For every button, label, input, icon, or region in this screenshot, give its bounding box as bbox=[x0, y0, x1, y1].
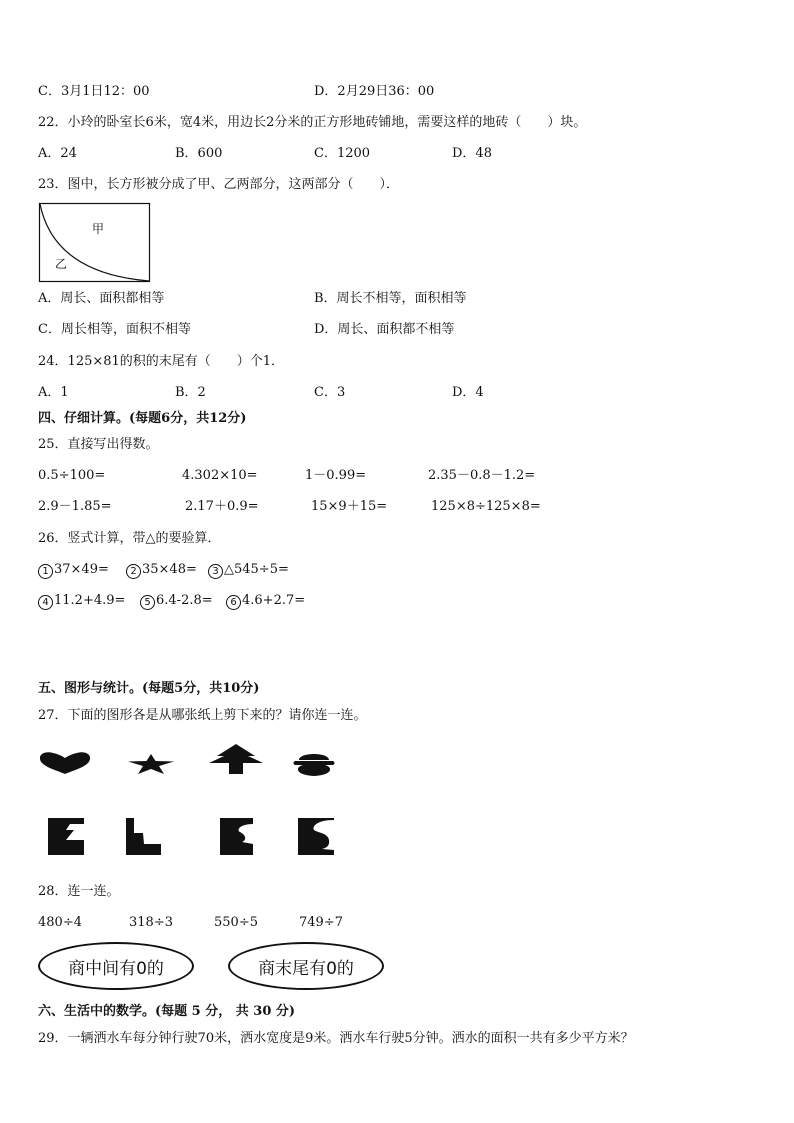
q22-option-d: D．48 bbox=[452, 146, 492, 161]
oval-end-zero-label: 商末尾有0的 bbox=[258, 958, 354, 979]
section-6-title: 六、生活中的数学。(每题 5 分， 共 30 分) bbox=[38, 1004, 296, 1019]
circled-number: 3 bbox=[208, 564, 223, 579]
q26-item bbox=[38, 592, 140, 610]
circled-number: 1 bbox=[38, 564, 53, 579]
q26-row-1 bbox=[38, 561, 289, 579]
star-shape-icon bbox=[127, 754, 175, 774]
q23-option-b: B．周长不相等，面积相等 bbox=[314, 291, 467, 306]
q25-expr: 2.35－0.8－1.2= bbox=[428, 468, 536, 483]
q22-option-b: B．600 bbox=[175, 146, 223, 161]
paper-shape-2-icon bbox=[126, 818, 161, 855]
q26-expr: 35×48= bbox=[142, 562, 197, 577]
q24-option-c: C．3 bbox=[314, 385, 346, 400]
q23-question: 23．图中，长方形被分成了甲、乙两部分，这两部分（ ）． bbox=[38, 177, 400, 192]
q28-expr: 318÷3 bbox=[129, 915, 173, 930]
q23-option-a: A．周长、面积都相等 bbox=[38, 291, 165, 306]
q22-option-c: C．1200 bbox=[314, 146, 371, 161]
q25-expr: 125×8÷125×8= bbox=[431, 499, 541, 514]
oval-middle-zero-label: 商中间有0的 bbox=[68, 958, 164, 979]
q23-option-c: C．周长相等，面积不相等 bbox=[38, 322, 191, 337]
q26-expr: 4.6+2.7= bbox=[242, 593, 306, 608]
q29-question: 29．一辆洒水车每分钟行驶70米，洒水宽度是9米。洒水车行驶5分钟。洒水的面积一共有多少平方米？ bbox=[38, 1031, 634, 1046]
q26-item bbox=[208, 561, 289, 579]
q21-option-d: D．2月29日36：00 bbox=[314, 84, 435, 99]
circled-number: 6 bbox=[226, 595, 241, 610]
circled-number: 5 bbox=[140, 595, 155, 610]
paper-shape-3-icon bbox=[220, 818, 253, 855]
q26-expr: 11.2+4.9= bbox=[54, 593, 126, 608]
q25-expr: 2.17＋0.9= bbox=[185, 499, 259, 514]
q26-question: 26．竖式计算，带△的要验算． bbox=[38, 531, 221, 546]
paper-shape-4-icon bbox=[298, 818, 334, 855]
q26-item bbox=[140, 592, 226, 610]
q26-item bbox=[226, 592, 305, 610]
tree-shape-icon bbox=[209, 744, 263, 774]
q23-option-d: D．周长、面积都不相等 bbox=[314, 322, 455, 337]
q28-expr: 749÷7 bbox=[299, 915, 343, 930]
circled-number: 4 bbox=[38, 595, 53, 610]
q25-expr: 1－0.99= bbox=[305, 468, 367, 483]
oval-middle-zero bbox=[38, 942, 194, 990]
mushroom-shape-icon bbox=[293, 749, 335, 776]
q24-option-d: D．4 bbox=[452, 385, 484, 400]
q28-question: 28．连一连。 bbox=[38, 884, 120, 899]
circled-number: 2 bbox=[126, 564, 141, 579]
q26-expr: 6.4-2.8= bbox=[156, 593, 213, 608]
heart-shape-icon bbox=[39, 751, 91, 775]
q26-row-2 bbox=[38, 592, 305, 610]
q22-question: 22．小玲的卧室长6米，宽4米，用边长2分米的正方形地砖铺地，需要这样的地砖（ ）块。 bbox=[38, 115, 587, 130]
q26-expr: △545÷5= bbox=[224, 562, 289, 577]
q25-question: 25．直接写出得数。 bbox=[38, 437, 159, 452]
section-5-title: 五、图形与统计。(每题5分，共10分) bbox=[38, 681, 260, 696]
q26-item bbox=[126, 561, 208, 579]
q24-question: 24．125×81的积的末尾有（ ）个1． bbox=[38, 354, 285, 369]
q28-expr: 550÷5 bbox=[214, 915, 258, 930]
q25-expr: 2.9－1.85= bbox=[38, 499, 112, 514]
q26-expr: 37×49= bbox=[54, 562, 109, 577]
section-4-title: 四、仔细计算。(每题6分，共12分) bbox=[38, 411, 247, 426]
q21-option-c: C．3月1日12：00 bbox=[38, 84, 150, 99]
q22-option-a: A．24 bbox=[38, 146, 77, 161]
paper-shape-1-icon bbox=[48, 818, 84, 855]
q25-expr: 4.302×10= bbox=[182, 468, 258, 483]
q25-expr: 15×9＋15= bbox=[311, 499, 388, 514]
q24-option-b: B．2 bbox=[175, 385, 206, 400]
q23-label-yi: 乙 bbox=[55, 257, 68, 271]
q28-expr: 480÷4 bbox=[38, 915, 82, 930]
q26-item bbox=[38, 561, 126, 579]
q23-label-jia: 甲 bbox=[92, 222, 105, 236]
q25-expr: 0.5÷100= bbox=[38, 468, 106, 483]
q27-question: 27．下面的图形各是从哪张纸上剪下来的？请你连一连。 bbox=[38, 708, 367, 723]
oval-end-zero bbox=[228, 942, 384, 990]
q24-option-a: A．1 bbox=[38, 385, 69, 400]
